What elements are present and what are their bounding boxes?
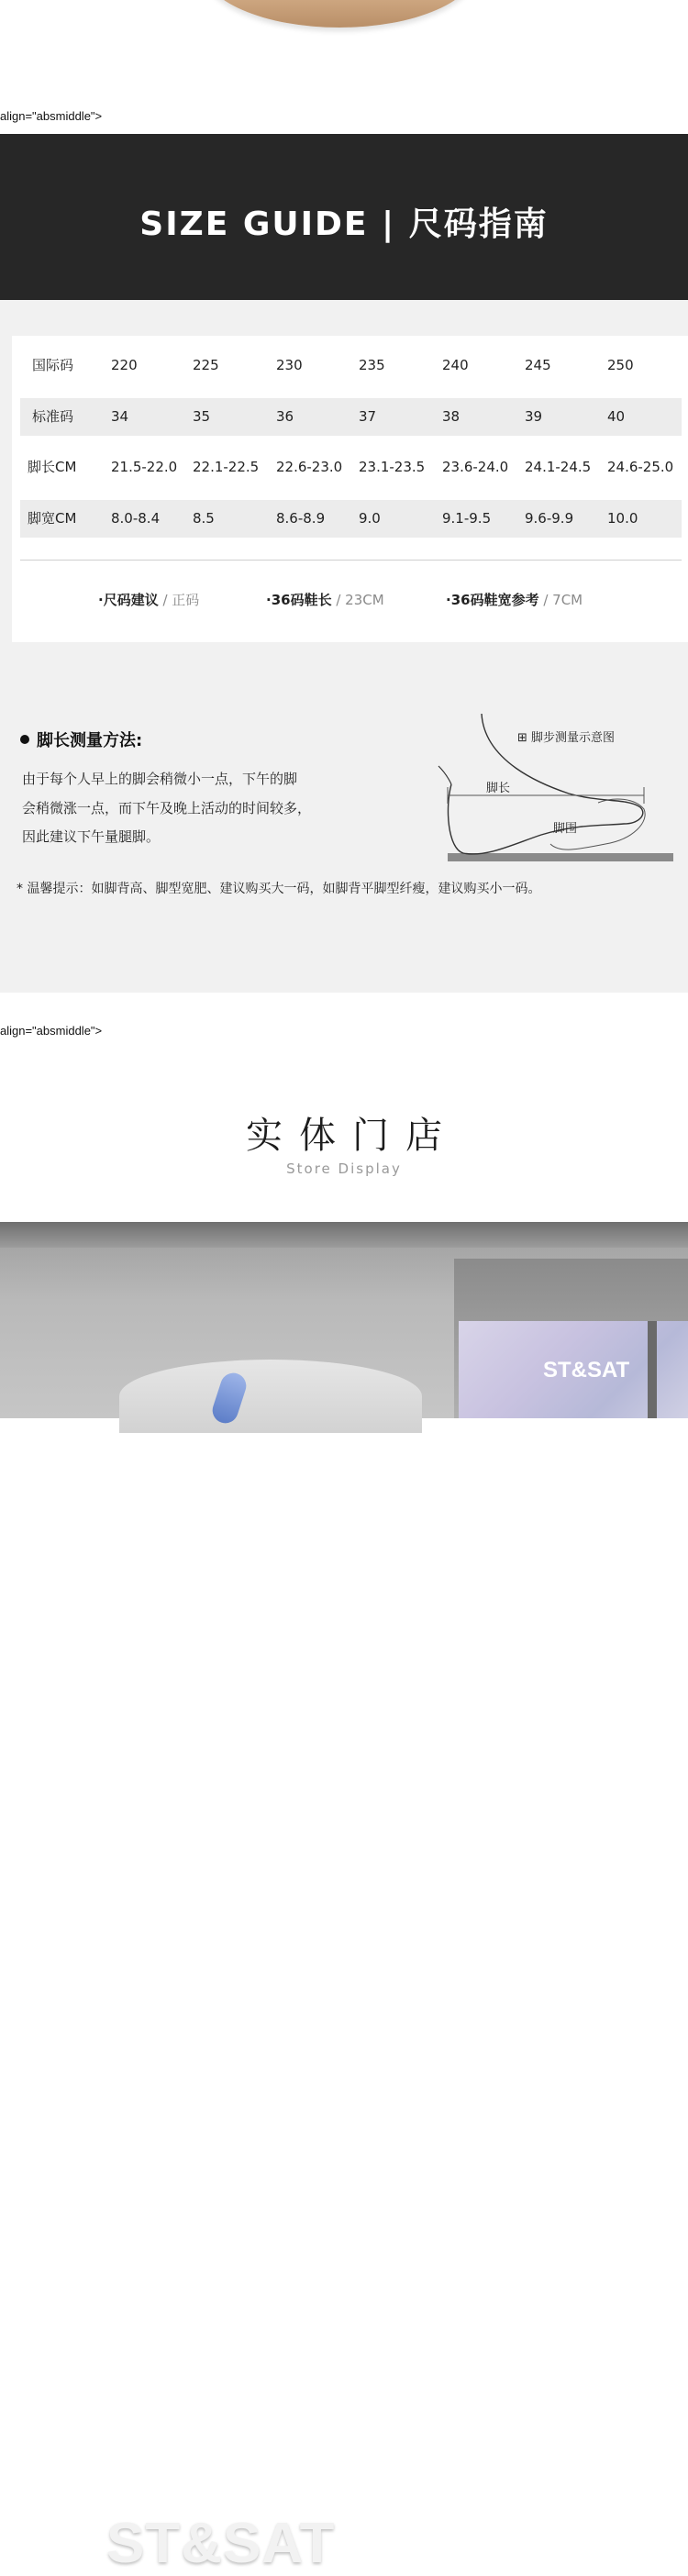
size-row-label: 脚宽CM (28, 510, 77, 527)
size-cell: 8.0-8.4 (111, 510, 161, 527)
measure-title-text: 脚长测量方法: (37, 731, 143, 750)
diagram-caption: ⊞ 脚步测量示意图 (517, 731, 616, 745)
tip-value: / 7CM (538, 592, 583, 608)
size-table-row (20, 500, 682, 538)
size-cell: 250 (607, 357, 634, 373)
measure-text-line: 因此建议下午量腿脚。 (22, 828, 161, 845)
size-cell: 24.1-24.5 (525, 459, 592, 475)
store-section-title: 实体门店 (246, 1115, 459, 1157)
foot-measure-diagram (431, 706, 679, 867)
size-guide-title: SIZE GUIDE | 尺码指南 (139, 205, 549, 243)
size-cell: 21.5-22.0 (111, 459, 178, 475)
tip-key: ·36码鞋宽参考 (446, 592, 539, 608)
size-cell: 240 (442, 357, 469, 373)
store-section-subtitle: Store Display (286, 1160, 402, 1177)
store-ceiling (0, 1222, 688, 1248)
size-cell: 8.6-8.9 (276, 510, 326, 527)
store-logo-large: ST&SAT (106, 2512, 336, 2575)
tip-size-advice (98, 590, 199, 610)
size-row-label: 脚长CM (28, 459, 77, 475)
size-cell: 235 (359, 357, 385, 373)
bullet-icon (20, 735, 29, 744)
size-table-row (20, 449, 682, 486)
size-cell: 22.6-23.0 (276, 459, 343, 475)
size-cell: 8.5 (193, 510, 215, 527)
size-cell: 245 (525, 357, 551, 373)
size-cell: 40 (607, 408, 626, 425)
table-divider (20, 560, 682, 561)
foot-girth-label: 脚围 (553, 822, 578, 836)
foot-length-label: 脚长 (486, 782, 511, 795)
broken-html-text: align="absmiddle"> (0, 1024, 103, 1038)
size-cell: 22.1-22.5 (193, 459, 260, 475)
size-cell: 39 (525, 408, 543, 425)
tip-value: / 23CM (331, 592, 384, 608)
size-cell: 35 (193, 408, 211, 425)
store-logo-small: ST&SAT (543, 1358, 630, 1382)
size-cell: 23.1-23.5 (359, 459, 426, 475)
size-advice-note: * 温馨提示：如脚背高、脚型宽肥、建议购买大一码，如脚背平脚型纤瘦，建议购买小一码。 (17, 882, 541, 896)
size-cell: 9.6-9.9 (525, 510, 574, 527)
measure-text-line: 由于每个人早上的脚会稍微小一点，下午的脚 (22, 771, 298, 787)
size-cell: 24.6-25.0 (607, 459, 674, 475)
tip-shoe-length (266, 590, 384, 610)
size-cell: 9.0 (359, 510, 381, 527)
size-cell: 23.6-24.0 (442, 459, 509, 475)
product-image-bottom (0, 0, 688, 55)
tip-key: ·尺码建议 (98, 592, 159, 608)
size-cell: 230 (276, 357, 303, 373)
size-row-label: 国际码 (32, 357, 74, 373)
store-display-sculpture (119, 1360, 422, 1433)
size-cell: 225 (193, 357, 219, 373)
measure-text-line: 会稍微涨一点，而下午及晚上活动的时间较多， (22, 800, 312, 816)
store-column (648, 1321, 657, 1418)
size-table-row (20, 398, 682, 436)
tip-shoe-width (446, 590, 583, 610)
shoe-sole-image (202, 0, 477, 28)
measure-method-title (20, 727, 142, 751)
size-cell: 220 (111, 357, 138, 373)
size-cell: 38 (442, 408, 461, 425)
size-cell: 9.1-9.5 (442, 510, 492, 527)
store-photo (0, 1222, 688, 2575)
size-cell: 37 (359, 408, 377, 425)
size-table-row (20, 347, 682, 384)
tip-value: / 正码 (158, 592, 200, 608)
size-cell: 36 (276, 408, 294, 425)
size-row-label: 标准码 (32, 408, 74, 425)
tip-key: ·36码鞋长 (266, 592, 332, 608)
size-cell: 34 (111, 408, 129, 425)
broken-html-text: align="absmiddle"> (0, 109, 103, 123)
size-cell: 10.0 (607, 510, 638, 527)
